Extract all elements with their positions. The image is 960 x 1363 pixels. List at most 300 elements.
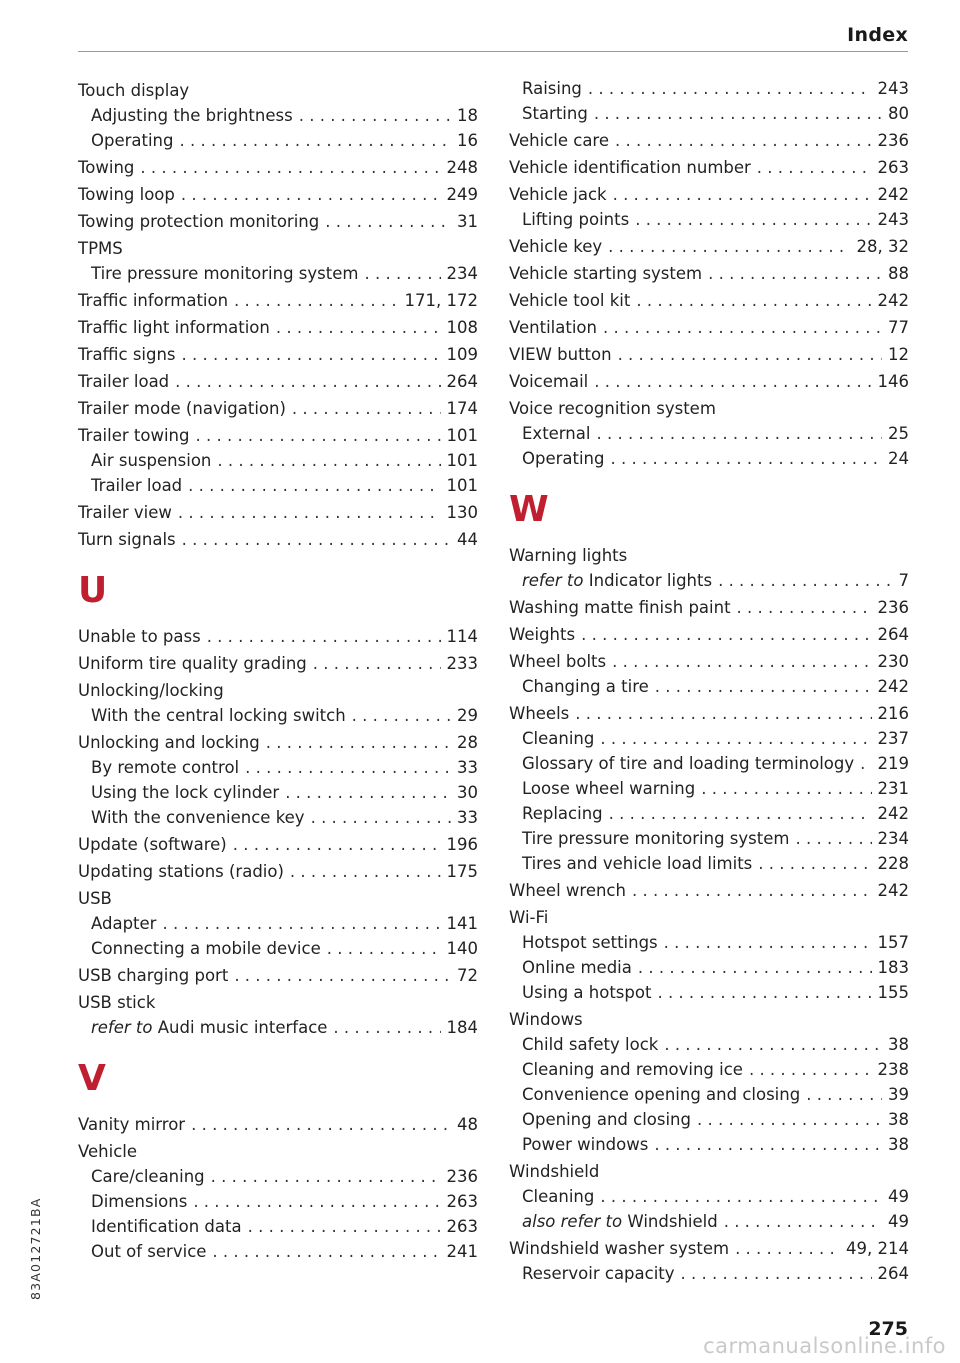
cross-reference-prefix: also refer to — [522, 1212, 623, 1231]
page-reference: 216 — [877, 704, 909, 723]
page-reference: 140 — [446, 939, 478, 958]
page-reference: 264 — [877, 625, 909, 644]
dot-leader — [299, 103, 451, 128]
dot-leader — [248, 1214, 441, 1239]
index-subentry — [509, 801, 909, 826]
entry-term: Connecting a mobile device — [91, 939, 321, 958]
page-reference: 263 — [446, 1217, 478, 1236]
entry-term: Vanity mirror — [78, 1115, 186, 1134]
entry-text — [522, 76, 582, 101]
page-reference: 49 — [888, 1212, 909, 1231]
entry-term: Using a hotspot — [522, 983, 652, 1002]
entry-text — [78, 182, 175, 207]
index-subentry — [78, 755, 478, 780]
index-entry — [78, 527, 478, 552]
index-subentry — [78, 1214, 478, 1239]
dot-leader — [575, 701, 871, 726]
entry-term: By remote control — [91, 758, 240, 777]
entry-term: Opening and closing — [522, 1110, 691, 1129]
document-code: 83A012721BA — [28, 1197, 43, 1300]
page-reference: 108 — [446, 318, 478, 337]
entry-term: VIEW button — [509, 345, 612, 364]
entry-text — [78, 651, 307, 676]
dot-leader — [364, 261, 440, 286]
entry-text — [91, 448, 211, 473]
index-entry — [78, 396, 478, 421]
entry-term: Power windows — [522, 1135, 649, 1154]
entry-term: Towing loop — [78, 185, 175, 204]
index-entry — [509, 128, 909, 153]
page-reference: 196 — [446, 835, 478, 854]
index-entry — [509, 649, 909, 674]
dot-leader — [632, 878, 872, 903]
page-reference: 101 — [446, 476, 478, 495]
entry-term: Warning lights — [509, 546, 628, 565]
dot-leader — [276, 315, 441, 340]
page-reference: 242 — [877, 185, 909, 204]
index-subentry — [509, 776, 909, 801]
entry-term: Windshield — [627, 1212, 718, 1231]
page-reference: 157 — [877, 933, 909, 952]
entry-text — [509, 342, 612, 367]
dot-leader — [333, 1015, 440, 1040]
entry-text — [522, 446, 605, 471]
entry-text — [91, 703, 346, 728]
dot-leader — [618, 342, 882, 367]
dot-leader — [608, 234, 850, 259]
entry-text — [522, 955, 632, 980]
entry-term: Audi music interface — [157, 1018, 328, 1037]
cross-reference-prefix: refer to — [522, 571, 584, 590]
entry-term: Towing protection monitoring — [78, 212, 320, 231]
entry-term: Touch display — [78, 81, 190, 100]
entry-term: With the central locking switch — [91, 706, 346, 725]
index-subentry — [509, 851, 909, 876]
page-reference: 38 — [888, 1110, 909, 1129]
entry-term: Update (software) — [78, 835, 227, 854]
entry-text — [78, 209, 319, 234]
index-entry — [509, 261, 909, 286]
index-column-left — [78, 76, 478, 1264]
entry-term: Tires and vehicle load limits — [522, 854, 753, 873]
entry-text — [509, 622, 575, 647]
entry-text — [522, 1032, 658, 1057]
page-reference: 48 — [457, 1115, 478, 1134]
entry-text — [78, 886, 112, 911]
entry-term: Cleaning — [522, 1187, 595, 1206]
entry-term: Vehicle key — [509, 237, 603, 256]
entry-text — [522, 930, 658, 955]
index-subentry — [78, 780, 478, 805]
entry-term: Trailer load — [91, 476, 183, 495]
entry-term: Replacing — [522, 804, 603, 823]
entry-term: Hotspot settings — [522, 933, 658, 952]
dot-leader — [180, 128, 452, 153]
entry-term: Vehicle care — [509, 131, 610, 150]
entry-term: Windshield — [509, 1162, 600, 1181]
page-reference: 184 — [446, 1018, 478, 1037]
entry-term: Windows — [509, 1010, 583, 1029]
index-entry — [78, 315, 478, 340]
entry-text — [509, 649, 606, 674]
entry-text — [522, 826, 789, 851]
page-reference: 141 — [446, 914, 478, 933]
entry-text — [509, 701, 569, 726]
entry-term: With the convenience key — [91, 808, 305, 827]
dot-leader — [615, 128, 871, 153]
dot-leader — [654, 1132, 882, 1157]
page-reference: 39 — [888, 1085, 909, 1104]
entry-text — [91, 755, 239, 780]
page-reference: 101 — [446, 451, 478, 470]
entry-text — [522, 1209, 718, 1234]
index-entry — [509, 182, 909, 207]
dot-leader — [212, 1239, 440, 1264]
dot-leader — [182, 342, 441, 367]
entry-text — [91, 1015, 327, 1040]
page-reference: 236 — [446, 1167, 478, 1186]
entry-term: Traffic information — [78, 291, 229, 310]
index-entry — [78, 288, 478, 313]
entry-text — [509, 543, 627, 568]
index-subentry — [78, 703, 478, 728]
page-reference: 33 — [457, 808, 478, 827]
entry-term: Glossary of tire and loading terminology — [522, 754, 855, 773]
entry-text — [91, 1189, 187, 1214]
index-entry — [509, 342, 909, 367]
entry-text — [509, 234, 602, 259]
entry-text — [522, 1261, 675, 1286]
entry-text — [78, 236, 123, 261]
index-entry — [509, 1007, 909, 1032]
entry-text — [509, 878, 626, 903]
page-reference: 174 — [446, 399, 478, 418]
index-subentry — [78, 911, 478, 936]
page-reference: 242 — [877, 677, 909, 696]
entry-term: Ventilation — [509, 318, 597, 337]
index-entry — [78, 624, 478, 649]
page-reference: 12 — [888, 345, 909, 364]
entry-term: Adjusting the brightness — [91, 106, 293, 125]
dot-leader — [757, 155, 872, 180]
page-reference: 16 — [457, 131, 478, 150]
entry-term: USB — [78, 889, 112, 908]
dot-leader — [594, 369, 871, 394]
entry-term: Cleaning — [522, 729, 595, 748]
page-reference: 49 — [888, 1187, 909, 1206]
dot-leader — [655, 674, 872, 699]
index-subentry — [509, 1209, 909, 1234]
page-reference: 248 — [446, 158, 478, 177]
dot-leader — [718, 568, 892, 593]
index-subentry — [78, 936, 478, 961]
page-reference: 183 — [877, 958, 909, 977]
index-entry — [78, 832, 478, 857]
page-reference: 130 — [446, 503, 478, 522]
index-subentry — [78, 261, 478, 286]
entry-term: Air suspension — [91, 451, 212, 470]
entry-term: Vehicle tool kit — [509, 291, 631, 310]
entry-term: Vehicle identification number — [509, 158, 751, 177]
dot-leader — [327, 936, 441, 961]
index-entry — [78, 730, 478, 755]
entry-text — [91, 128, 174, 153]
index-entry — [78, 678, 478, 703]
index-entry — [509, 234, 909, 259]
index-subentry — [509, 1132, 909, 1157]
index-entry — [509, 288, 909, 313]
entry-text — [509, 1007, 583, 1032]
index-entry — [509, 622, 909, 647]
entry-text — [509, 182, 607, 207]
page-reference: 236 — [877, 131, 909, 150]
entry-term: Turn signals — [78, 530, 176, 549]
entry-term: Vehicle starting system — [509, 264, 703, 283]
entry-term: Unable to pass — [78, 627, 201, 646]
page-reference: 242 — [877, 881, 909, 900]
dot-leader — [352, 703, 451, 728]
dot-leader — [697, 1107, 882, 1132]
dot-leader — [860, 751, 871, 776]
page-reference: 33 — [457, 758, 478, 777]
dot-leader — [609, 801, 872, 826]
entry-text — [78, 342, 176, 367]
entry-term: Voicemail — [509, 372, 589, 391]
page-reference: 263 — [877, 158, 909, 177]
index-subentry — [78, 448, 478, 473]
entry-term: Child safety lock — [522, 1035, 659, 1054]
page-reference: 77 — [888, 318, 909, 337]
dot-leader — [195, 423, 440, 448]
index-subentry — [509, 1107, 909, 1132]
entry-text — [522, 751, 854, 776]
index-column-right — [509, 76, 909, 1286]
page-reference: 236 — [877, 598, 909, 617]
index-subentry — [78, 1189, 478, 1214]
page-reference: 230 — [877, 652, 909, 671]
index-entry — [509, 878, 909, 903]
index-entry — [78, 1139, 478, 1164]
entry-text — [78, 500, 172, 525]
entry-text — [522, 851, 752, 876]
entry-text — [509, 905, 548, 930]
page-reference: 234 — [446, 264, 478, 283]
entry-term: Care/cleaning — [91, 1167, 205, 1186]
dot-leader — [664, 930, 872, 955]
dot-leader — [708, 261, 882, 286]
entry-text — [509, 1159, 599, 1184]
dot-leader — [325, 209, 451, 234]
page-reference: 25 — [888, 424, 909, 443]
entry-term: TPMS — [78, 239, 123, 258]
index-subentry — [509, 751, 909, 776]
index-subentry — [78, 103, 478, 128]
entry-term: Uniform tire quality grading — [78, 654, 307, 673]
index-subentry — [509, 1032, 909, 1057]
entry-text — [522, 101, 588, 126]
watermark: carmanualsonline.info — [703, 1334, 946, 1358]
dot-leader — [737, 595, 872, 620]
entry-text — [522, 1107, 691, 1132]
dot-leader — [140, 155, 440, 180]
entry-term: Starting — [522, 104, 588, 123]
index-subentry — [509, 101, 909, 126]
entry-term: Washing matte finish paint — [509, 598, 731, 617]
dot-leader — [701, 776, 871, 801]
index-entry — [509, 543, 909, 568]
dot-leader — [233, 832, 441, 857]
page-header-title: Index — [847, 24, 908, 46]
dot-leader — [588, 76, 872, 101]
page-reference: 231 — [877, 779, 909, 798]
index-entry — [78, 155, 478, 180]
entry-text — [78, 859, 284, 884]
entry-term: Cleaning and removing ice — [522, 1060, 743, 1079]
entry-term: Trailer load — [78, 372, 170, 391]
entry-text — [509, 315, 597, 340]
page-reference: 72 — [457, 966, 478, 985]
entry-term: Unlocking and locking — [78, 733, 260, 752]
dot-leader — [290, 859, 441, 884]
index-subentry — [509, 421, 909, 446]
dot-leader — [182, 527, 451, 552]
page-reference: 38 — [888, 1135, 909, 1154]
page-reference: 24 — [888, 449, 909, 468]
page-reference: 7 — [898, 571, 909, 590]
page-reference: 80 — [888, 104, 909, 123]
entry-text — [91, 1164, 205, 1189]
dot-leader — [795, 826, 871, 851]
index-subentry — [509, 446, 909, 471]
entry-term: Voice recognition system — [509, 399, 716, 418]
entry-term: Raising — [522, 79, 582, 98]
entry-term: Identification data — [91, 1217, 242, 1236]
entry-term: Wheels — [509, 704, 570, 723]
entry-text — [78, 78, 189, 103]
entry-text — [91, 805, 305, 830]
index-entry — [78, 990, 478, 1015]
page-reference: 243 — [877, 79, 909, 98]
dot-leader — [266, 730, 451, 755]
index-entry — [509, 1236, 909, 1261]
page-reference: 241 — [446, 1242, 478, 1261]
page-reference: 101 — [446, 426, 478, 445]
dot-leader — [234, 963, 451, 988]
page-reference: 18 — [457, 106, 478, 125]
entry-term: Tire pressure monitoring system — [522, 829, 790, 848]
dot-leader — [594, 101, 882, 126]
index-subentry — [78, 128, 478, 153]
entry-term: Changing a tire — [522, 677, 649, 696]
entry-term: Lifting points — [522, 210, 630, 229]
entry-text — [509, 128, 609, 153]
entry-text — [78, 369, 169, 394]
index-entry — [78, 423, 478, 448]
entry-term: Adapter — [91, 914, 157, 933]
entry-text — [91, 780, 279, 805]
page-reference: 228 — [877, 854, 909, 873]
index-entry — [78, 651, 478, 676]
index-entry — [78, 209, 478, 234]
dot-leader — [749, 1057, 872, 1082]
dot-leader — [612, 649, 871, 674]
entry-term: Weights — [509, 625, 576, 644]
entry-text — [509, 396, 716, 421]
page-reference: 88 — [888, 264, 909, 283]
page-reference: 29 — [457, 706, 478, 725]
page-reference: 243 — [877, 210, 909, 229]
page-reference: 38 — [888, 1035, 909, 1054]
dot-leader — [681, 1261, 872, 1286]
entry-text — [522, 421, 590, 446]
entry-term: Windshield washer system — [509, 1239, 730, 1258]
index-subentry — [509, 568, 909, 593]
dot-leader — [191, 1112, 451, 1137]
index-entry — [78, 78, 478, 103]
dot-leader — [638, 955, 872, 980]
entry-term: Indicator lights — [588, 571, 713, 590]
dot-leader — [724, 1209, 882, 1234]
index-entry — [78, 342, 478, 367]
entry-text — [522, 726, 594, 751]
entry-text — [78, 423, 189, 448]
page-reference: 146 — [877, 372, 909, 391]
entry-text — [78, 832, 227, 857]
entry-term: Trailer view — [78, 503, 172, 522]
entry-text — [522, 1132, 648, 1157]
index-entry — [509, 905, 909, 930]
index-subentry — [509, 1057, 909, 1082]
entry-text — [522, 1184, 594, 1209]
index-subentry — [78, 1164, 478, 1189]
entry-text — [78, 315, 270, 340]
entry-text — [78, 730, 260, 755]
index-entry — [509, 595, 909, 620]
entry-text — [91, 1239, 206, 1264]
index-subentry — [509, 76, 909, 101]
entry-text — [78, 1112, 185, 1137]
dot-leader — [285, 780, 451, 805]
page-reference: 234 — [877, 829, 909, 848]
entry-term: Reservoir capacity — [522, 1264, 675, 1283]
dot-leader — [162, 911, 440, 936]
page-reference: 264 — [877, 1264, 909, 1283]
page-reference: 175 — [446, 862, 478, 881]
entry-text — [522, 1082, 800, 1107]
dot-leader — [636, 288, 871, 313]
entry-text — [522, 568, 712, 593]
dot-leader — [596, 421, 882, 446]
index-subentry — [509, 674, 909, 699]
page-reference: 238 — [877, 1060, 909, 1079]
page-reference: 31 — [457, 212, 478, 231]
entry-term: Operating — [522, 449, 605, 468]
entry-text — [509, 1236, 729, 1261]
index-subentry — [78, 473, 478, 498]
entry-text — [509, 595, 731, 620]
entry-term: Dimensions — [91, 1192, 188, 1211]
entry-text — [509, 261, 702, 286]
entry-text — [91, 103, 293, 128]
dot-leader — [758, 851, 871, 876]
page-reference: 242 — [877, 804, 909, 823]
index-subentry — [509, 930, 909, 955]
entry-term: Using the lock cylinder — [91, 783, 280, 802]
entry-term: Traffic signs — [78, 345, 176, 364]
entry-text — [522, 776, 695, 801]
entry-term: Out of service — [91, 1242, 207, 1261]
entry-term: Loose wheel warning — [522, 779, 696, 798]
